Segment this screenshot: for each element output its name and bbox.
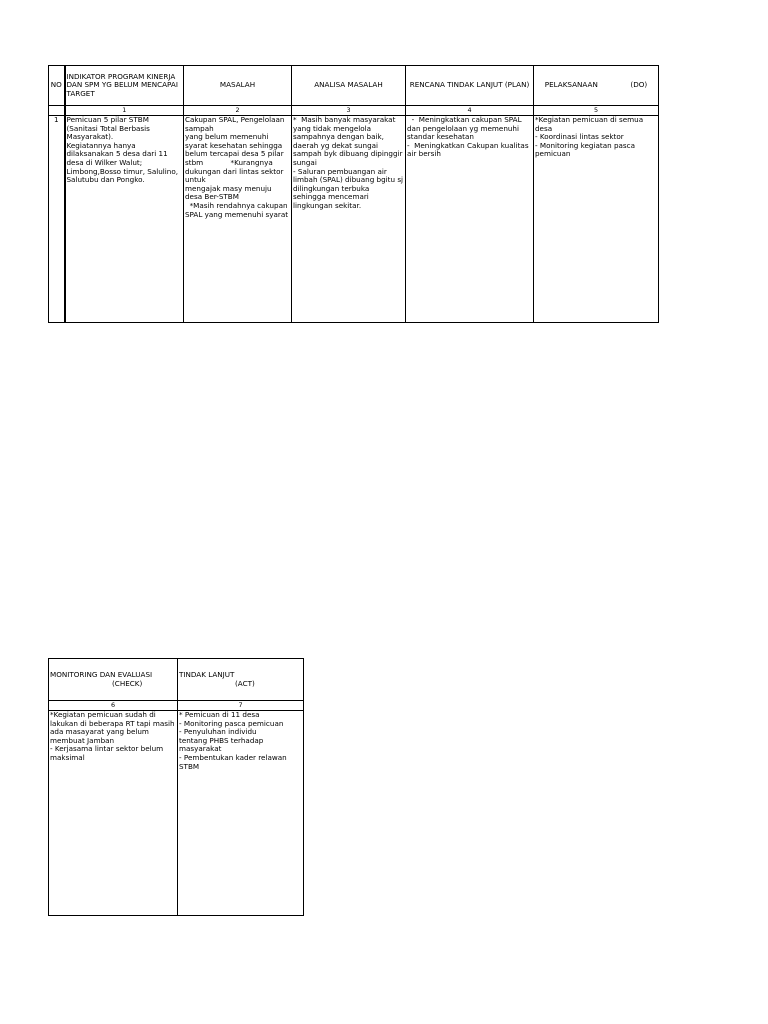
cell-text-line: - Meningkatkan Cakupan kualitas bbox=[407, 140, 529, 150]
header-tindak bbox=[178, 659, 304, 701]
cell-text-line: untuk bbox=[185, 175, 206, 185]
header-indikator: INDIKATOR PROGRAM KINERJA DAN SPM YG BELUM MENCAPAI TARGET bbox=[65, 66, 184, 106]
cell-text-line: desa di Wilker Walut; bbox=[66, 157, 143, 167]
cell-text-line: dan pengelolaan yg memenuhi bbox=[407, 123, 519, 133]
cell-text-line: daerah yg dekat sungai bbox=[293, 140, 379, 150]
cell-text-line: Limbong,Bosso timur, Salulino, bbox=[66, 166, 179, 176]
cell-text-line: Kegiatannya hanya bbox=[66, 140, 136, 150]
cell-text-line: mengajak masy menuju bbox=[185, 183, 272, 193]
cell-text-line: lakukan di beberapa RT tapi masih bbox=[50, 718, 175, 728]
cell-text-line: air bersih bbox=[407, 149, 441, 159]
cell-text-line: Pemicuan 5 pilar STBM bbox=[66, 115, 149, 124]
cell-text-line: - Monitoring kegiatan pasca bbox=[535, 140, 636, 150]
cell-text-line: - Pembentukan kader relawan bbox=[179, 752, 287, 762]
cell-text-line: desa bbox=[535, 123, 553, 133]
cell-text-line: sampahnya dengan baik, bbox=[293, 132, 384, 142]
cell-text-line: SPAL yang memenuhi syarat bbox=[185, 209, 289, 219]
cell-text-line: dilingkungan terbuka bbox=[293, 183, 370, 193]
cell-text-line: (Sanitasi Total Berbasis bbox=[66, 123, 150, 133]
header-tindak-code: (ACT) bbox=[235, 678, 255, 688]
cell-text-line: yang tidak mengelola bbox=[293, 123, 372, 133]
cell-text-line: sampah bbox=[185, 123, 214, 133]
cell-text-line: STBM bbox=[179, 761, 200, 771]
header-masalah: MASALAH bbox=[184, 66, 292, 106]
cell-text-line: lingkungan sekitar. bbox=[293, 200, 362, 210]
cell-pelaksanaan bbox=[534, 116, 659, 323]
header-pelaksanaan-label: PELAKSANAAN bbox=[544, 80, 598, 90]
number-cell: 4 bbox=[406, 106, 534, 116]
cell-text-line: - Meningkatkan cakupan SPAL bbox=[407, 115, 522, 124]
number-cell: 5 bbox=[534, 106, 659, 116]
cell-text-line: Masyarakat). bbox=[66, 132, 114, 142]
header-pelaksanaan bbox=[534, 66, 659, 106]
cell-text-line: * Masih banyak masyarakat bbox=[293, 115, 396, 124]
cell-text-line: masyarakat bbox=[179, 744, 222, 754]
cell-indikator bbox=[65, 116, 184, 323]
cell-text-line: Salutubu dan Pongko. bbox=[66, 175, 145, 185]
cell-analisa bbox=[292, 116, 406, 323]
cell-text-line: desa Ber-STBM bbox=[185, 192, 239, 202]
header-monev-label: MONITORING DAN EVALUASI bbox=[50, 669, 153, 679]
cell-rencana bbox=[406, 116, 534, 323]
cell-text-line: syarat kesehatan sehingga bbox=[185, 140, 283, 150]
cell-text-line: *Kegiatan pemicuan sudah di bbox=[50, 710, 156, 719]
cell-text-line: - Monitoring pasca pemicuan bbox=[179, 718, 284, 728]
number-cell-blank bbox=[49, 106, 65, 116]
number-cell: 7 bbox=[178, 701, 304, 711]
cell-text-line: membuat Jamban bbox=[50, 735, 115, 745]
header-no: NO bbox=[49, 66, 65, 106]
cell-text-line: yang belum memenuhi bbox=[185, 132, 269, 142]
header-analisa: ANALISA MASALAH bbox=[292, 66, 406, 106]
header-tindak-label: TINDAK LANJUT bbox=[179, 669, 235, 679]
plan-do-table bbox=[48, 65, 659, 323]
header-monev-code: (CHECK) bbox=[112, 678, 143, 688]
number-cell: 2 bbox=[184, 106, 292, 116]
cell-monev bbox=[49, 711, 178, 916]
check-act-table bbox=[48, 658, 304, 916]
cell-text-line: standar kesehatan bbox=[407, 132, 474, 142]
number-cell: 6 bbox=[49, 701, 178, 711]
cell-text-line: *Kegiatan pemicuan di semua bbox=[535, 115, 644, 124]
cell-text-line: maksimal bbox=[50, 752, 85, 762]
cell-text-line: - Penyuluhan individu bbox=[179, 727, 257, 737]
cell-text-line: * Pemicuan di 11 desa bbox=[179, 710, 260, 719]
cell-text-line: *Masih rendahnya cakupan bbox=[185, 200, 288, 210]
header-rencana: RENCANA TINDAK LANJUT (PLAN) bbox=[406, 66, 534, 106]
cell-text-line: ada masayarat yang belum bbox=[50, 727, 149, 737]
cell-text-line: sehingga mencemari bbox=[293, 192, 369, 202]
cell-masalah bbox=[184, 116, 292, 323]
row-number: 1 bbox=[49, 116, 65, 323]
cell-text-line: - Saluran pembuangan air bbox=[293, 166, 387, 176]
number-cell: 3 bbox=[292, 106, 406, 116]
header-monev bbox=[49, 659, 178, 701]
cell-tindak bbox=[178, 711, 304, 916]
cell-text-line: dukungan dari lintas sektor bbox=[185, 166, 284, 176]
cell-text-line: tentang PHBS terhadap bbox=[179, 735, 264, 745]
cell-text-line: limbah (SPAL) dibuang bgitu sj bbox=[293, 175, 404, 185]
header-pelaksanaan-code: (DO) bbox=[630, 80, 648, 90]
cell-text-line: sampah byk dibuang dipinggir bbox=[293, 149, 403, 159]
cell-text-line: pemicuan bbox=[535, 149, 571, 159]
cell-text-line: stbm *Kurangnya bbox=[185, 157, 273, 167]
cell-text-line: Cakupan SPAL, Pengelolaan bbox=[185, 115, 285, 124]
cell-text-line: sungai bbox=[293, 157, 317, 167]
cell-text-line: belum tercapai desa 5 pilar bbox=[185, 149, 284, 159]
cell-text-line: dilaksanakan 5 desa dari 11 bbox=[66, 149, 168, 159]
cell-text-line: - Koordinasi lintas sektor bbox=[535, 132, 624, 142]
cell-text-line: - Kerjasama lintar sektor belum bbox=[50, 744, 164, 754]
number-cell: 1 bbox=[65, 106, 184, 116]
